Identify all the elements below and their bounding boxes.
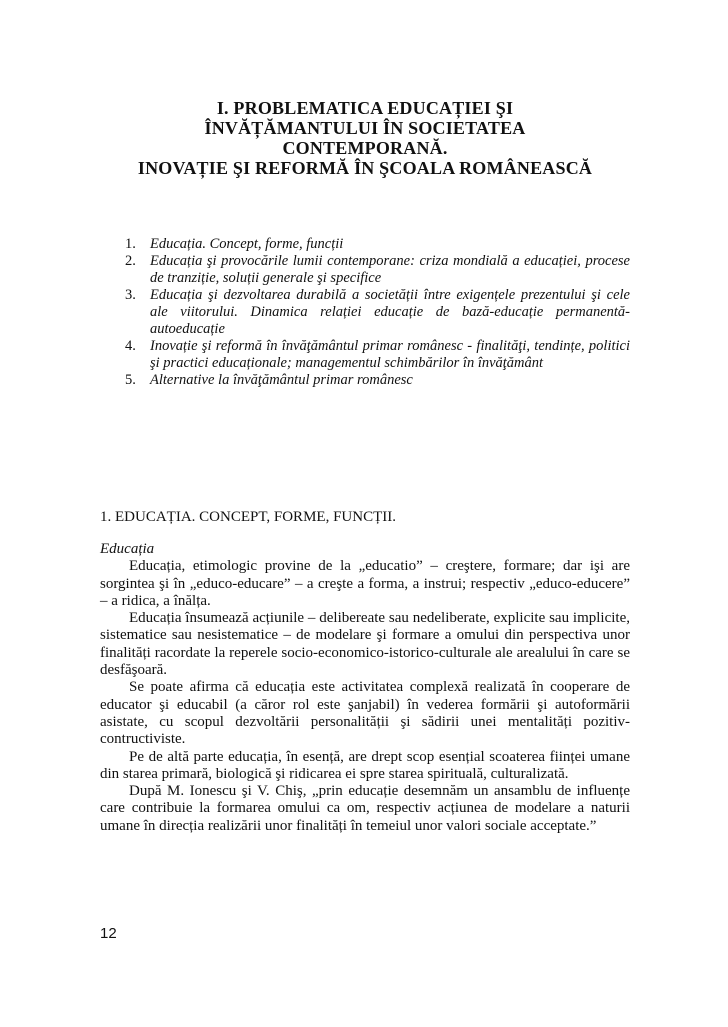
contents-item-number: 3. bbox=[125, 287, 136, 303]
contents-item bbox=[125, 287, 630, 338]
body-paragraph: După M. Ionescu şi V. Chiş, „prin educație desemnăm un ansamblu de influențe care contribuie la formarea omului ca om, respectiv acțiunea de modelare a naturii umane în direcția realizării unor finalități în temeiul unor valori sociale acceptate.” bbox=[100, 783, 630, 834]
page-number: 12 bbox=[100, 925, 117, 942]
body-paragraph: Pe de altă parte educația, în esență, are drept scop esențial scoaterea ființei umane din starea primară, biologică şi ridicarea ei spre starea spirituală, culturalizată. bbox=[100, 748, 630, 782]
contents-item bbox=[125, 236, 630, 253]
contents-item bbox=[125, 253, 630, 287]
chapter-title-line-1: I. PROBLEMATICA EDUCAȚIEI ŞI bbox=[216, 98, 514, 118]
contents-item-number: 2. bbox=[125, 253, 136, 269]
body-paragraph: Educația, etimologic provine de la „educatio” – creştere, formare; dar işi are sorgintea şi în „educo-educare” – a creşte a forma, a instrui; respectiv „educo-educere” – a ridica, a înălța. bbox=[100, 558, 630, 609]
contents-item bbox=[125, 372, 630, 389]
body-paragraph: Se poate afirma că educația este activitatea complexă realizată în cooperare de educator şi educabil (a căror rol este şanjabil) în vederea formării şi autoformării asistate, cu scopul dezvoltării personalității şi sădirii unei mentalități pozitiv-contructiviste. bbox=[100, 679, 630, 748]
contents-item-text: Educația şi provocările lumii contemporane: criza mondială a educației, procese de tranziție, soluții generale şi specifice bbox=[150, 253, 630, 286]
contents-item-number: 1. bbox=[125, 236, 136, 252]
section-body bbox=[100, 541, 630, 835]
section-subheading: Educația bbox=[100, 541, 155, 557]
section-heading: 1. EDUCAȚIA. CONCEPT, FORME, FUNCȚII. bbox=[100, 509, 396, 525]
chapter-title bbox=[100, 98, 630, 178]
chapter-contents-list bbox=[125, 236, 630, 389]
contents-item-text: Educația. Concept, forme, funcții bbox=[150, 236, 344, 252]
document-page bbox=[100, 0, 630, 1027]
contents-item-number: 5. bbox=[125, 372, 136, 388]
contents-item-text: Educația şi dezvoltarea durabilă a societății între exigențele prezentului şi cele ale viitorului. Dinamica relației educație de bază-educație permanentă-autoeducație bbox=[150, 287, 630, 337]
contents-item-number: 4. bbox=[125, 338, 136, 354]
contents-item-text: Inovație şi reformă în învăţământul primar românesc - finalităţi, tendințe, politici şi practici educaționale; managementul schimbărilor în învăţământ bbox=[150, 338, 630, 371]
contents-item bbox=[125, 338, 630, 372]
body-paragraph: Educația însumează acțiunile – delibereate sau nedeliberate, explicite sau implicite, sistematice sau nesistematice – de modelare şi formare a omului din perspectiva unor finalități racordate la reperele socio-economico-istorico-culturale ale arealului în care se desfăşoară. bbox=[100, 610, 630, 679]
chapter-title-line-4: INOVAȚIE ŞI REFORMĂ ÎN ŞCOALA ROMÂNEASCĂ bbox=[137, 158, 593, 178]
chapter-title-line-2: ÎNVĂȚĂMANTULUI ÎN SOCIETATEA bbox=[204, 118, 526, 138]
contents-item-text: Alternative la învăţământul primar românesc bbox=[150, 372, 413, 388]
chapter-title-line-3: CONTEMPORANĂ. bbox=[282, 138, 448, 158]
